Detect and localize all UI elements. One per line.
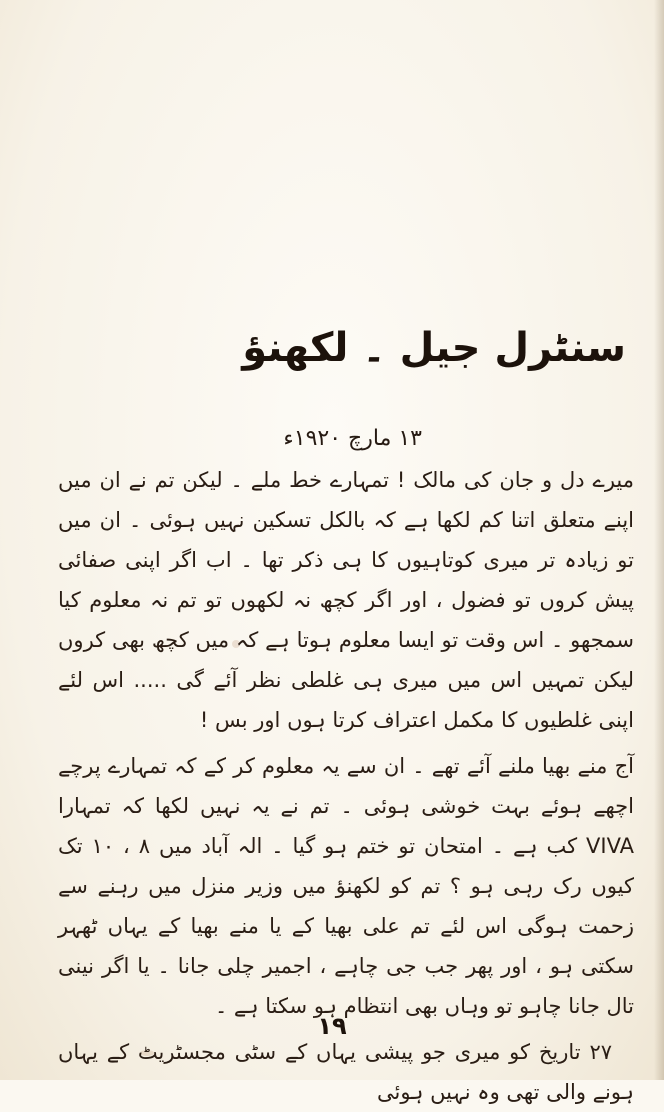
letter-paragraph: آج منے بھیا ملنے آئے تھے ۔ ان سے یہ معلوم کر کے کہ تمہارے پرچے اچھے ہوئے بہت خوشی ہوئی ۔ تم نے یہ نہیں لکھا کہ تمہارا VIVA کب ہے ۔ امتحان تو ختم ہو گیا ۔ الہ آباد میں ۸ ، ۱۰ تک کیوں رک رہی ہو ؟ تم کو لکھنؤ میں وزیر منزل میں رہنے سے زحمت ہوگی اس لئے تم علی بھیا کے یا منے بھیا کے یہاں ٹھہر سکتی ہو ، اور پھر جب جی چاہے ، اجمیر چلی جانا ۔ یا اگر نینی تال جانا چاہو تو وہاں بھی انتظام ہو سکتا ہے ۔ [58, 754, 634, 1018]
page-number: ۱۹ [317, 1012, 347, 1040]
letter-date: ۱۳ مارچ ۱۹۲۰ء [283, 426, 422, 451]
page-edge-shadow [654, 0, 664, 1080]
letter-content [58, 318, 634, 1112]
letter-heading: سنٹرل جیل ۔ لکھنؤ [242, 325, 626, 371]
letter-paragraph: ۲۷ تاریخ کو میری جو پیشی یہاں کے سٹی مجسٹریٹ کے یہاں ہونے والی تھی وہ نہیں ہوئی [58, 1040, 634, 1104]
letter-paragraph: میرے دل و جان کی مالک ! تمہارے خط ملے ۔ لیکن تم نے ان میں اپنے متعلق اتنا کم لکھا ہے کہ بالکل تسکین نہیں ہوئی ۔ ان میں تو زیادہ تر میری کوتاہیوں کا ہی ذکر تھا ۔ اب اگر اپنی صفائی پیش کروں تو فضول ، اور اگر کچھ نہ لکھوں تو تم نہ معلوم کیا سمجھو ۔ اس وقت تو ایسا معلوم ہوتا ہے کہ میں کچھ بھی کروں لیکن تمہیں اس میں میری ہی غلطی نظر آئے گی ..... اس لئے اپنی غلطیوں کا مکمل اعتراف کرتا ہوں اور بس ! [58, 468, 634, 732]
